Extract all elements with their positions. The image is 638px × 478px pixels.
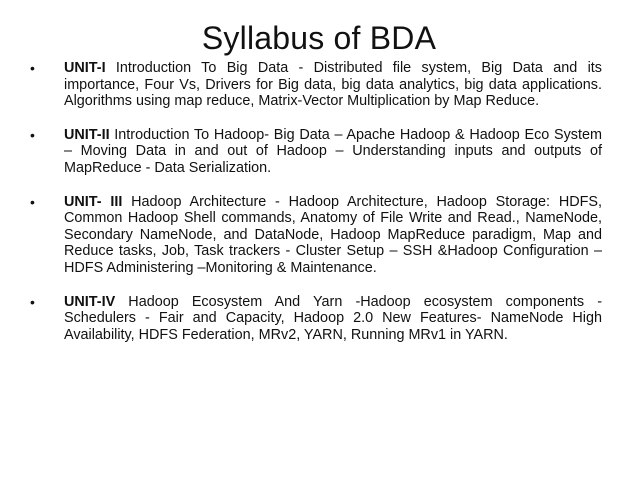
bullet-icon: •: [30, 126, 35, 143]
unit-item-2: [30, 127, 602, 177]
bullet-icon: •: [30, 60, 35, 76]
bullet-icon: •: [30, 293, 35, 310]
bullet-icon: •: [30, 193, 35, 210]
unit-description: Hadoop Ecosystem And Yarn -Hadoop ecosystem components - Schedulers - Fair and Capacity, Hadoop 2.0 New Features- NameNode High Availability, HDFS Federation, MRv2, YARN, Running MRv1 in YARN.: [64, 293, 602, 343]
unit-label: UNIT-II: [64, 126, 115, 143]
unit-item-1: [30, 60, 602, 110]
unit-description: Introduction To Big Data - Distributed file system, Big Data and its importance, Four Vs, Drivers for Big data, big data analytics, big data applications. Algorithms using map reduce, Matrix-Vector Multiplication by Map Reduce.: [64, 60, 602, 110]
unit-item-3: [30, 194, 602, 277]
unit-item-4: [30, 294, 602, 344]
unit-label: UNIT-IV: [64, 293, 129, 310]
unit-label: UNIT-I: [64, 60, 116, 76]
unit-list: [30, 60, 602, 360]
unit-description: Introduction To Hadoop- Big Data – Apache Hadoop & Hadoop Eco System – Moving Data in and out of Hadoop – Understanding inputs and outputs of MapReduce - Data Serialization.: [64, 126, 602, 176]
slide-title: Syllabus of BDA: [201, 20, 437, 56]
unit-label: UNIT- III: [64, 193, 132, 210]
unit-description: Hadoop Architecture - Hadoop Architecture, Hadoop Storage: HDFS, Common Hadoop Shell commands, Anatomy of File Write and Read., NameNode, Secondary NameNode, and DataNode, Hadoop MapReduce paradigm, Map and Reduce tasks, Job, Task trackers - Cluster Setup – SSH &Hadoop Configuration – HDFS Administering –Monitoring & Maintenance.: [64, 193, 602, 276]
